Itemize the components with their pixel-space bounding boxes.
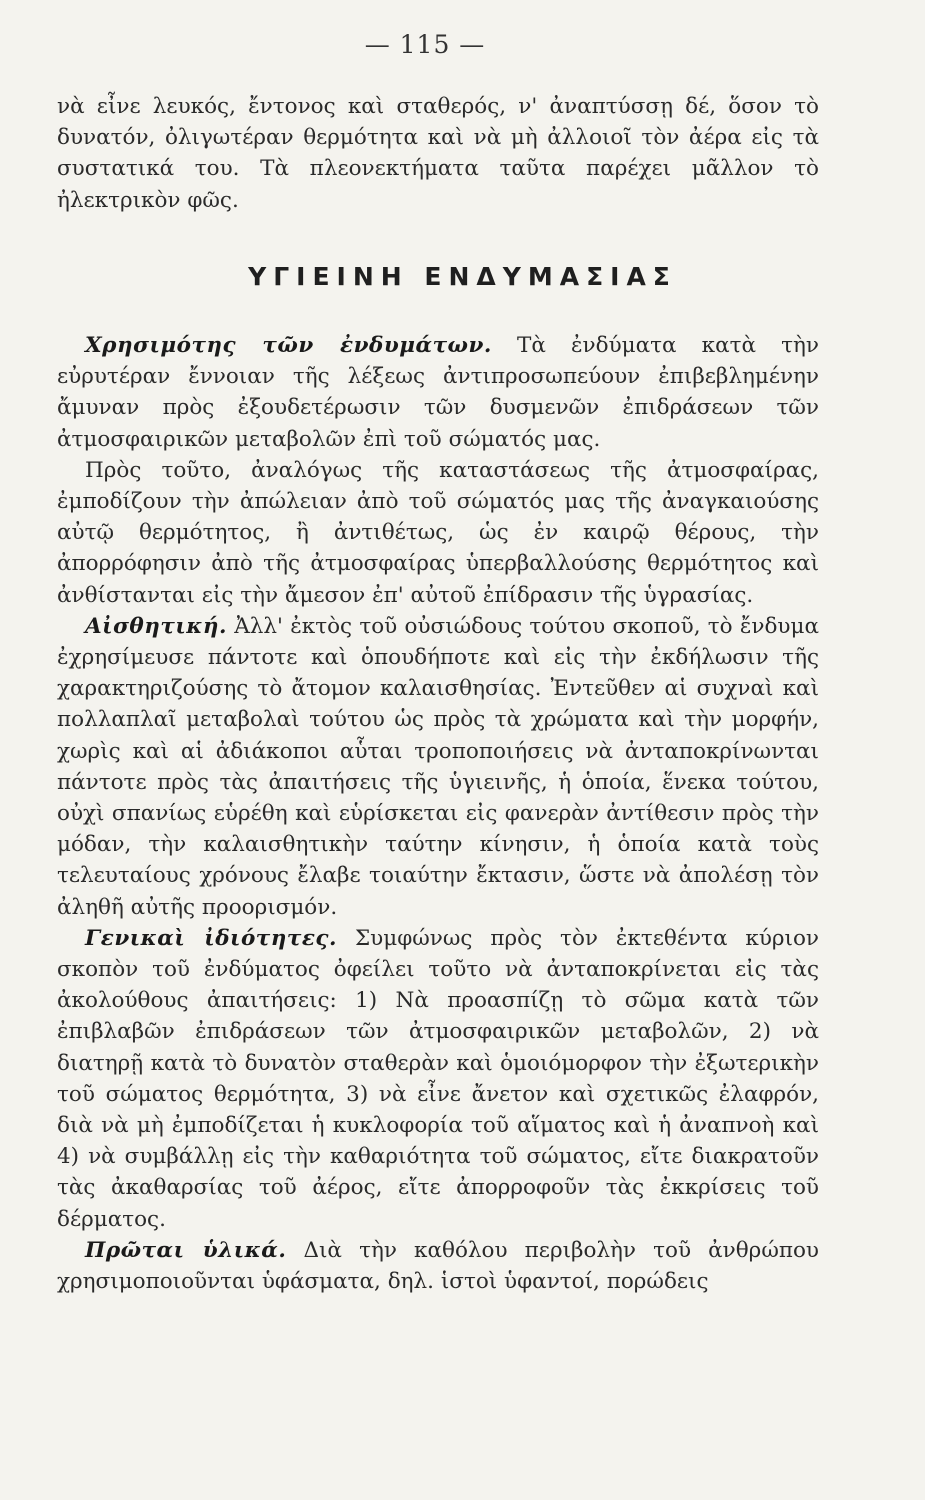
paragraph-lead: Αἰσθητική. [85,613,228,639]
paragraph-usefulness [57,330,819,455]
paragraph-lead: Χρησιμότης τῶν ἐνδυμάτων. [85,333,492,358]
intro-paragraph: νὰ εἶνε λευκός, ἔντονος καὶ σταθερός, ν' ἀναπτύσσῃ δέ, ὅσον τὸ δυνατόν, ὀλιγωτέραν θερμότητα καὶ νὰ μὴ ἀλλοιοῖ τὸν ἀέρα εἰς τὰ συστατικά του. Τὰ πλεονεκτήματα ταῦτα παρέχει μᾶλλον τὸ ἠλεκτρικὸν φῶς. [57,94,819,213]
paragraph-text: Πρὸς τοῦτο, ἀναλόγως τῆς καταστάσεως τῆς ἀτμοσφαίρας, ἐμποδίζουν τὴν ἀπώλειαν ἀπὸ τοῦ σώματός μας τῆς ἀναγκαιούσης αὐτῷ θερμότητος, ἢ ἀντιθέτως, ὡς ἐν καιρῷ θέρους, τὴν ἀπορρόφησιν ἀπὸ τῆς ἀτμοσφαίρας ὑπερβαλλούσης θερμότητος καὶ ἀνθίστανται εἰς τὴν ἄμεσον ἐπ' αὐτοῦ ἐπίδρασιν τῆς ὑγρασίας. [57,457,819,608]
paragraph-aesthetics [57,611,819,923]
paragraph-raw-materials [57,1235,819,1297]
page-number: — 115 — [364,30,486,59]
intro-text-block [57,91,819,216]
paragraph-text: Διὰ τὴν καθόλου περιβολὴν τοῦ ἀνθρώπου χρησιμοποιοῦνται ὑφάσματα, δηλ. ἱστοὶ ὑφαντοί, πορώδεις [57,1237,819,1295]
paragraph-general-properties [57,923,819,1235]
paragraph-text: Ἀλλ' ἐκτὸς τοῦ οὐσιώδους τούτου σκοποῦ, τὸ ἔνδυμα ἐχρησίμευσε πάντοτε καὶ ὁπουδήποτε καὶ εἰς τὴν ἐκδήλωσιν τῆς χαρακτηριζούσης τὸ ἄτομον καλαισθησίας. Ἐντεῦθεν αἱ συχναὶ καὶ πολλαπλαῖ μεταβολαὶ τούτου ὡς πρὸς τὰ χρώματα καὶ τὴν μορφήν, χωρὶς καὶ αἱ ἀδιάκοποι αὗται τροποποιήσεις νὰ ἀνταποκρίνωνται πάντοτε πρὸς τὰς ἀπαιτήσεις τῆς ὑγιεινῆς, ἡ ὁποία, ἕνεκα τούτου, οὐχὶ σπανίως εὑρέθη καὶ εὑρίσκεται εἰς φανερὰν ἀντίθεσιν πρὸς τὴν μόδαν, τὴν καλαισθητικὴν ταύτην κίνησιν, ἡ ὁποία κατὰ τοὺς τελευταίους χρόνους ἔλαβε τοιαύτην ἔκτασιν, ὥστε νὰ ἀπολέσῃ τὸν ἀληθῆ αὐτῆς προορισμόν. [57,613,819,920]
paragraph-lead: Πρῶται ὑλικά. [85,1237,287,1263]
paragraph-protection [57,455,819,611]
paragraph-text: Συμφώνως πρὸς τὸν ἐκτεθέντα κύριον σκοπὸν τοῦ ἐνδύματος ὀφείλει τοῦτο νὰ ἀνταποκρίνεται εἰς τὰς ἀκολούθους ἀπαιτήσεις: 1) Νὰ προασπίζῃ τὸ σῶμα κατὰ τῶν ἐπιβλαβῶν ἐπιδράσεων τῶν ἀτμοσφαιρικῶν μεταβολῶν, 2) νὰ διατηρῇ κατὰ τὸ δυνατὸν σταθερὰν καὶ ὁμοιόμορφον τὴν ἐξωτερικὴν τοῦ σώματος θερμότητα, 3) νὰ εἶνε ἄνετον καὶ σχετικῶς ἐλαφρόν, διὰ νὰ μὴ ἐμποδίζεται ἡ κυκλοφορία τοῦ αἵματος καὶ ἡ ἀναπνοὴ καὶ 4) νὰ συμβάλλῃ εἰς τὴν καθαριότητα τοῦ σώματος, εἴτε διακρατοῦν τὰς ἀκαθαρσίας τοῦ ἀέρος, εἴτε ἀπορροφοῦν τὰς ἐκκρίσεις τοῦ δέρματος. [57,925,819,1232]
section-title: ΥΓΙΕΙΝΗ ΕΝΔΥΜΑΣΙΑΣ [248,262,677,291]
paragraph-lead: Γενικαὶ ἰδιότητες. [85,925,338,951]
body-text-block [57,330,819,1297]
paragraph-text: Τὰ ἐνδύματα κατὰ τὴν εὐρυτέραν ἔννοιαν τῆς λέξεως ἀντιπροσωπεύουν ἐπιβεβλημένην ἄμυναν πρὸς ἐξουδετέρωσιν τῶν δυσμενῶν ἐπιδράσεων τῶν ἀτμοσφαιρικῶν μεταβολῶν ἐπὶ τοῦ σώματός μας. [57,333,819,452]
